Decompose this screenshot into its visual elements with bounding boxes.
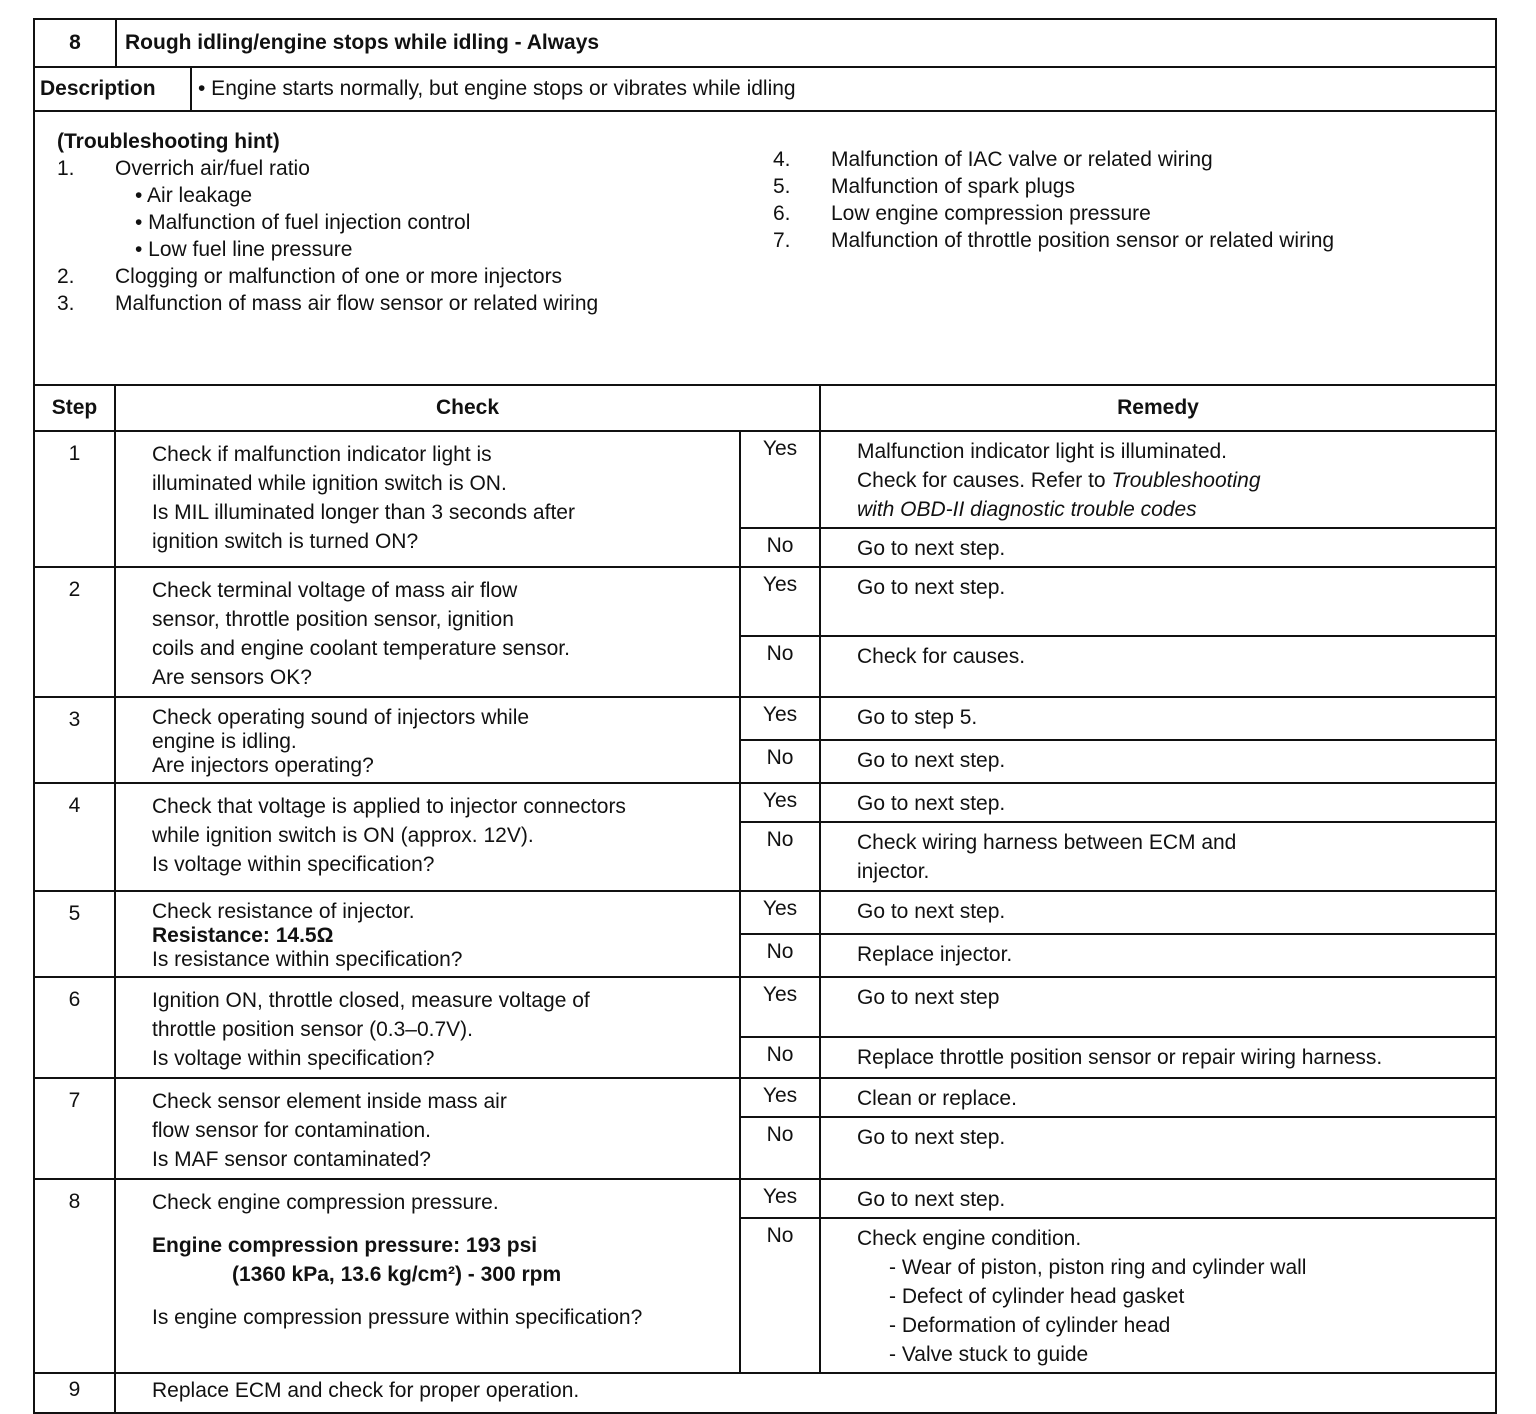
yes-label: Yes bbox=[740, 567, 820, 636]
description-label: Description bbox=[35, 68, 192, 110]
check-cell bbox=[115, 891, 740, 977]
check-cell bbox=[115, 977, 740, 1078]
symptom-number: 8 bbox=[35, 20, 117, 66]
table-row bbox=[35, 1179, 1495, 1218]
step-number: 2 bbox=[35, 567, 115, 697]
check-line: engine is idling. bbox=[152, 730, 297, 753]
check-line: Are injectors operating? bbox=[152, 754, 374, 777]
check-cell bbox=[115, 1078, 740, 1179]
table-row bbox=[35, 783, 1495, 822]
remedy-line: Check engine condition. bbox=[857, 1227, 1082, 1250]
hint-number: 2. bbox=[57, 265, 75, 288]
hint-item bbox=[57, 263, 598, 290]
no-label: No bbox=[740, 636, 820, 697]
remedy-no bbox=[820, 822, 1495, 891]
step-number: 7 bbox=[35, 1078, 115, 1179]
remedy-no: Replace injector. bbox=[820, 934, 1495, 977]
check-line: Is voltage within specification? bbox=[152, 1047, 435, 1070]
no-label: No bbox=[740, 934, 820, 977]
hint-subitem: • Malfunction of fuel injection control bbox=[135, 211, 471, 234]
check-cell bbox=[115, 567, 740, 697]
remedy-line: injector. bbox=[857, 860, 930, 883]
remedy-no bbox=[820, 1218, 1495, 1373]
remedy-no: Check for causes. bbox=[820, 636, 1495, 697]
check-line: Is MAF sensor contaminated? bbox=[152, 1148, 431, 1171]
hint-number: 4. bbox=[773, 148, 791, 171]
remedy-reference: with OBD-II diagnostic trouble codes bbox=[857, 498, 1197, 521]
check-cell: Replace ECM and check for proper operation. bbox=[115, 1373, 1495, 1412]
hint-subitem: • Air leakage bbox=[135, 184, 253, 207]
check-cell bbox=[115, 1179, 740, 1373]
hint-item bbox=[57, 155, 598, 182]
remedy-no: Go to next step. bbox=[820, 740, 1495, 783]
hint-text: Malfunction of spark plugs bbox=[831, 175, 1075, 198]
no-label: No bbox=[740, 822, 820, 891]
column-header-remedy: Remedy bbox=[820, 386, 1495, 431]
yes-label: Yes bbox=[740, 783, 820, 822]
remedy-line: Malfunction indicator light is illuminated. bbox=[857, 440, 1228, 463]
step-number: 3 bbox=[35, 697, 115, 783]
remedy-yes: Go to next step. bbox=[820, 891, 1495, 934]
check-line: flow sensor for contamination. bbox=[152, 1119, 431, 1142]
hint-item bbox=[773, 146, 1334, 173]
table-row bbox=[35, 697, 1495, 740]
column-header-step: Step bbox=[35, 386, 115, 431]
check-line: sensor, throttle position sensor, ignition bbox=[152, 608, 514, 631]
check-line: throttle position sensor (0.3–0.7V). bbox=[152, 1018, 474, 1041]
check-line: Check resistance of injector. bbox=[152, 900, 415, 923]
check-line: Check terminal voltage of mass air flow bbox=[152, 579, 518, 602]
table-row bbox=[35, 891, 1495, 934]
hint-item bbox=[57, 290, 598, 317]
remedy-yes: Clean or replace. bbox=[820, 1078, 1495, 1117]
step-number: 1 bbox=[35, 431, 115, 567]
hint-text: Malfunction of mass air flow sensor or related wiring bbox=[115, 292, 599, 315]
remedy-line: - Deformation of cylinder head bbox=[889, 1314, 1171, 1337]
steps-table bbox=[35, 386, 1495, 1412]
remedy-yes: Go to next step. bbox=[820, 567, 1495, 636]
hints-right-column bbox=[773, 146, 1334, 254]
hint-number: 7. bbox=[773, 229, 791, 252]
table-row bbox=[35, 567, 1495, 636]
hint-number: 3. bbox=[57, 292, 75, 315]
no-label: No bbox=[740, 1037, 820, 1078]
remedy-no: Go to next step. bbox=[820, 528, 1495, 567]
hint-text: Low engine compression pressure bbox=[831, 202, 1151, 225]
hint-number: 5. bbox=[773, 175, 791, 198]
remedy-no: Replace throttle position sensor or repair wiring harness. bbox=[820, 1037, 1495, 1078]
compression-spec: Engine compression pressure: 193 psi bbox=[152, 1234, 538, 1257]
hint-subitem: • Low fuel line pressure bbox=[135, 238, 353, 261]
column-header-check: Check bbox=[115, 386, 820, 431]
step-number: 6 bbox=[35, 977, 115, 1078]
yes-label: Yes bbox=[740, 697, 820, 740]
hint-text: Malfunction of throttle position sensor or related wiring bbox=[831, 229, 1335, 252]
remedy-yes: Go to next step. bbox=[820, 1179, 1495, 1218]
remedy-reference: Troubleshooting bbox=[1111, 469, 1261, 492]
check-line: Is resistance within specification? bbox=[152, 948, 463, 971]
yes-label: Yes bbox=[740, 1078, 820, 1117]
hint-item bbox=[773, 173, 1334, 200]
resistance-spec: Resistance: 14.5Ω bbox=[152, 924, 334, 947]
check-line: Is voltage within specification? bbox=[152, 853, 435, 876]
no-label: No bbox=[740, 528, 820, 567]
check-line: Ignition ON, throttle closed, measure voltage of bbox=[152, 989, 590, 1012]
table-row bbox=[35, 1373, 1495, 1412]
hint-number: 1. bbox=[57, 157, 75, 180]
remedy-line: - Valve stuck to guide bbox=[889, 1343, 1089, 1366]
troubleshooting-hints bbox=[35, 112, 1495, 386]
yes-label: Yes bbox=[740, 977, 820, 1037]
hints-title: (Troubleshooting hint) bbox=[57, 130, 280, 153]
yes-label: Yes bbox=[740, 431, 820, 528]
remedy-no: Go to next step. bbox=[820, 1117, 1495, 1179]
check-line: while ignition switch is ON (approx. 12V). bbox=[152, 824, 534, 847]
table-row bbox=[35, 431, 1495, 528]
step-number: 9 bbox=[35, 1373, 115, 1412]
table-row bbox=[35, 1078, 1495, 1117]
description-text: • Engine starts normally, but engine stops or vibrates while idling bbox=[198, 77, 796, 100]
hint-item bbox=[773, 227, 1334, 254]
table-header-row bbox=[35, 386, 1495, 431]
remedy-yes bbox=[820, 431, 1495, 528]
remedy-yes: Go to next step bbox=[820, 977, 1495, 1037]
hint-text: Overrich air/fuel ratio bbox=[115, 157, 310, 180]
check-cell bbox=[115, 783, 740, 891]
check-line: coils and engine coolant temperature sensor. bbox=[152, 637, 570, 660]
no-label: No bbox=[740, 1117, 820, 1179]
remedy-text: Check for causes. Refer to bbox=[857, 469, 1112, 492]
check-line: Check if malfunction indicator light is bbox=[152, 443, 492, 466]
check-line: Check operating sound of injectors while bbox=[152, 706, 530, 729]
no-label: No bbox=[740, 1218, 820, 1373]
hint-text: Malfunction of IAC valve or related wiring bbox=[831, 148, 1213, 171]
remedy-line: - Defect of cylinder head gasket bbox=[889, 1285, 1185, 1308]
yes-label: Yes bbox=[740, 891, 820, 934]
no-label: No bbox=[740, 740, 820, 783]
check-line: ignition switch is turned ON? bbox=[152, 530, 419, 553]
check-line: Are sensors OK? bbox=[152, 666, 312, 689]
symptom-header bbox=[35, 20, 1495, 68]
remedy-line: Check wiring harness between ECM and bbox=[857, 831, 1237, 854]
hints-left-column bbox=[57, 128, 598, 317]
check-cell bbox=[115, 697, 740, 783]
remedy-yes: Go to next step. bbox=[820, 783, 1495, 822]
step-number: 4 bbox=[35, 783, 115, 891]
table-row bbox=[35, 977, 1495, 1037]
symptom-title: Rough idling/engine stops while idling - Always bbox=[125, 31, 600, 54]
troubleshooting-sheet bbox=[33, 18, 1497, 1414]
description-row bbox=[35, 68, 1495, 112]
yes-label: Yes bbox=[740, 1179, 820, 1218]
step-number: 8 bbox=[35, 1179, 115, 1373]
check-line: Check sensor element inside mass air bbox=[152, 1090, 507, 1113]
check-line: Is MIL illuminated longer than 3 seconds after bbox=[152, 501, 575, 524]
check-line: Check engine compression pressure. bbox=[152, 1191, 499, 1214]
hint-text: Clogging or malfunction of one or more injectors bbox=[115, 265, 563, 288]
remedy-line: - Wear of piston, piston ring and cylinder wall bbox=[889, 1256, 1307, 1279]
check-cell bbox=[115, 431, 740, 567]
check-line: Check that voltage is applied to injector connectors bbox=[152, 795, 626, 818]
step-number: 5 bbox=[35, 891, 115, 977]
compression-spec-detail: (1360 kPa, 13.6 kg/cm²) - 300 rpm bbox=[232, 1263, 562, 1286]
hint-item bbox=[773, 200, 1334, 227]
remedy-yes: Go to step 5. bbox=[820, 697, 1495, 740]
remedy-line bbox=[857, 466, 1487, 495]
hint-number: 6. bbox=[773, 202, 791, 225]
check-line: illuminated while ignition switch is ON. bbox=[152, 472, 507, 495]
check-line: Is engine compression pressure within specification? bbox=[152, 1306, 643, 1329]
